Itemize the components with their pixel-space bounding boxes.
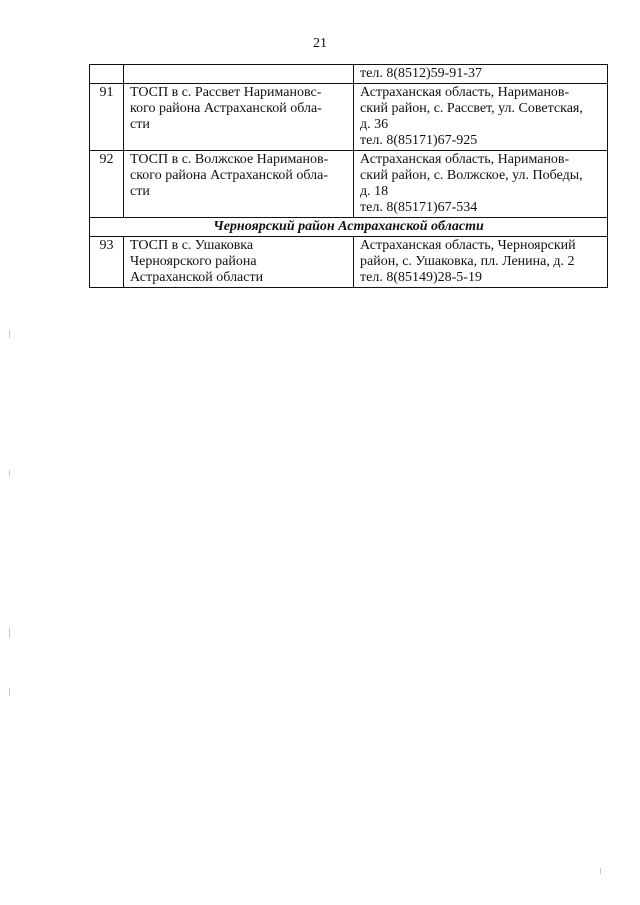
row-address-cell bbox=[354, 151, 608, 218]
name-line: Черноярского района bbox=[130, 254, 257, 269]
section-title: Черноярский район Астраханской области bbox=[90, 218, 608, 237]
row-address-cell bbox=[354, 237, 608, 288]
name-line: ТОСП в с. Волжское Нариманов- bbox=[130, 152, 329, 167]
address-line: д. 18 bbox=[360, 184, 389, 199]
scan-mark bbox=[9, 688, 10, 696]
scan-mark bbox=[9, 470, 10, 476]
name-line: сти bbox=[130, 184, 150, 199]
scan-mark bbox=[9, 330, 10, 338]
table-row bbox=[90, 84, 608, 151]
address-line: ский район, с. Волжское, ул. Победы, bbox=[360, 168, 583, 183]
scan-mark bbox=[600, 868, 601, 874]
table-row-continuation bbox=[90, 65, 608, 84]
name-line: сти bbox=[130, 117, 150, 132]
row-name-cell bbox=[124, 237, 354, 288]
address-line: Астраханская область, Нариманов- bbox=[360, 152, 570, 167]
phone-text: тел. 8(85171)67-925 bbox=[360, 133, 478, 148]
phone-text: тел. 8(85171)67-534 bbox=[360, 200, 478, 215]
name-line: Астраханской области bbox=[130, 270, 264, 285]
address-line: Астраханская область, Черноярский bbox=[360, 238, 576, 253]
row-name-cell bbox=[124, 65, 354, 84]
scan-mark bbox=[9, 628, 10, 638]
row-name-cell bbox=[124, 84, 354, 151]
phone-text: тел. 8(8512)59-91-37 bbox=[360, 66, 482, 81]
phone-text: тел. 8(85149)28-5-19 bbox=[360, 270, 482, 285]
row-address-cell bbox=[354, 84, 608, 151]
name-line: ТОСП в с. Ушаковка bbox=[130, 238, 254, 253]
row-number-cell: 91 bbox=[90, 84, 124, 151]
table-row bbox=[90, 151, 608, 218]
address-line: д. 36 bbox=[360, 117, 389, 132]
address-line: район, с. Ушаковка, пл. Ленина, д. 2 bbox=[360, 254, 575, 269]
row-number-cell: 92 bbox=[90, 151, 124, 218]
address-line: ский район, с. Рассвет, ул. Советская, bbox=[360, 101, 583, 116]
row-number-cell: 93 bbox=[90, 237, 124, 288]
row-address-cell bbox=[354, 65, 608, 84]
row-name-cell bbox=[124, 151, 354, 218]
name-line: ского района Астраханской обла- bbox=[130, 168, 329, 183]
name-line: ТОСП в с. Рассвет Наримановс- bbox=[130, 85, 322, 100]
page-number: 21 bbox=[313, 36, 327, 51]
table-row bbox=[90, 237, 608, 288]
name-line: кого района Астраханской обла- bbox=[130, 101, 322, 116]
registry-table bbox=[89, 64, 608, 288]
address-line: Астраханская область, Нариманов- bbox=[360, 85, 570, 100]
row-number-cell bbox=[90, 65, 124, 84]
section-header-row bbox=[90, 218, 608, 237]
